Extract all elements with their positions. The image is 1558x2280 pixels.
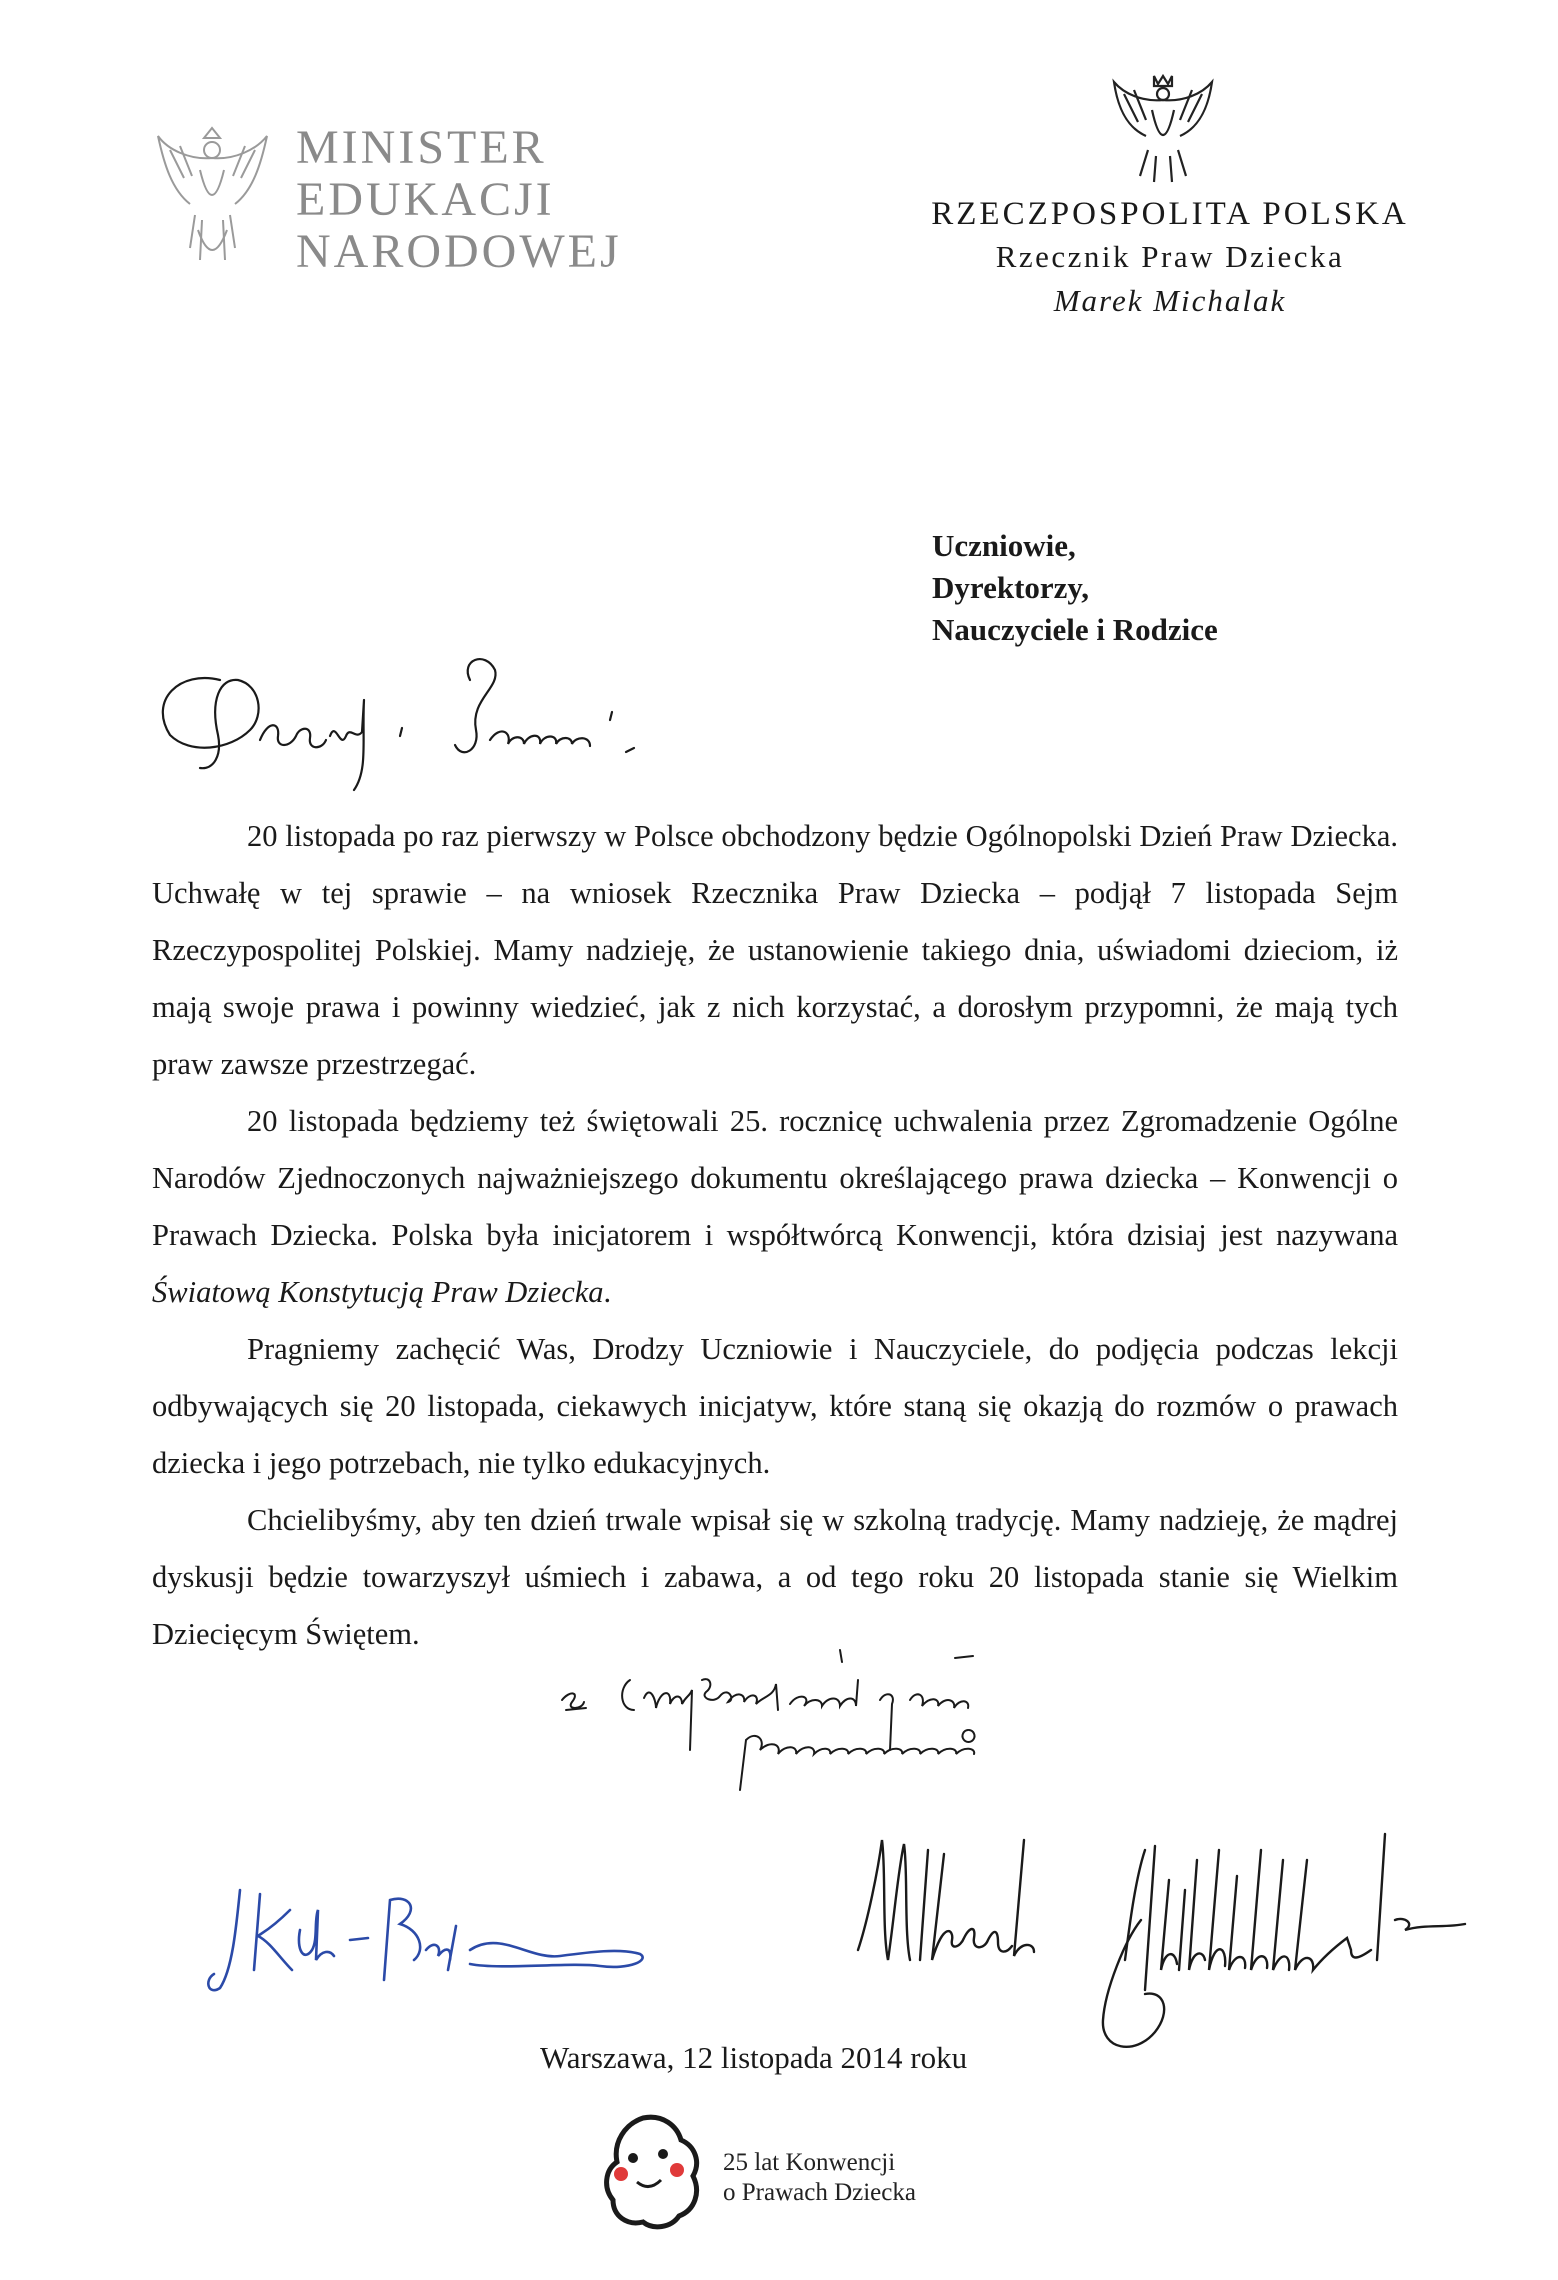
handwritten-closing (560, 1640, 1210, 1800)
body-paragraph: 20 listopada po raz pierwszy w Polsce obchodzony będzie Ogólnopolski Dzień Praw Dziecka. Uchwałę w tej sprawie – na wniosek Rzecznika Praw Dziecka – podjął 7 listopada Sejm Rzeczypospolitej Polskiej. Mamy nadzieję, że ustanowienie takiego dnia, uświadomi dzieciom, iż mają swoje prawa i powinny wiedzieć, jak z nich korzystać, a dorosłym przypomni, że mają tych praw zawsze przestrzegać. (152, 819, 1398, 1081)
recipient-line: Uczniowie, (932, 528, 1076, 563)
body-paragraph: Chcielibyśmy, aby ten dzień trwale wpisał się w szkolną tradycję. Mamy nadzieję, że mądrej dyskusji będzie towarzyszył uśmiech i zabawa, a od tego roku 20 listopada stanie się Wielkim Dziecięcym Świętem. (152, 1503, 1398, 1651)
recipient-line: Nauczyciele i Rodzice (932, 612, 1218, 647)
recipient-line: Dyrektorzy, (932, 570, 1089, 605)
minister-wordmark (296, 122, 622, 278)
logo-line: 25 lat Konwencji (723, 2149, 896, 2176)
convention-title: Światową Konstytucją Praw Dziecka (152, 1275, 604, 1309)
minister-line: MINISTER (296, 121, 547, 174)
body-paragraph (152, 1093, 1398, 1321)
body-paragraph: Pragniemy zachęcić Was, Drodzy Uczniowie i Nauczyciele, do podjęcia podczas lekcji odbywających się 20 listopada, ciekawych inicjatyw, które staną się okazją do rozmów o prawach dziecka i jego potrzebach, nie tylko edukacyjnych. (152, 1332, 1398, 1480)
recipients-block (932, 525, 1218, 651)
place-and-date: Warszawa, 12 listopada 2014 roku (540, 2040, 968, 2075)
country-name: RZECZPOSPOLITA POLSKA (931, 196, 1409, 232)
convention-25-years-logo-icon (603, 2112, 703, 2230)
crowned-eagle-icon (1108, 70, 1218, 190)
body-text: 20 listopada będziemy też świętowali 25. rocznicę uchwalenia przez Zgromadzenie Ogólne Narodów Zjednoczonych najważniejszego dokumentu określającego prawa dziecka – Konwencji o Prawach Dziecka. Polska była inicjatorem i współtwórcą Konwencji, która dzisiaj jest nazywana (152, 1104, 1398, 1252)
ombudsman-letterhead (900, 193, 1440, 323)
signature-ombudsman-surname (1085, 1820, 1515, 2070)
body-text: . (603, 1275, 612, 1309)
minister-line: EDUKACJI (296, 173, 555, 226)
white-eagle-emblem-icon (150, 120, 275, 280)
ombudsman-name: Marek Michalak (1053, 283, 1287, 318)
letter-body (152, 808, 1398, 1663)
office-name: Rzecznik Praw Dziecka (995, 239, 1345, 274)
signature-minister (200, 1870, 670, 2000)
logo-line: o Prawach Dziecka (723, 2179, 916, 2206)
signature-ombudsman-first-name (848, 1830, 1088, 1990)
convention-logo-caption (723, 2148, 916, 2208)
handwritten-salutation (140, 640, 720, 800)
minister-line: NARODOWEJ (296, 225, 622, 278)
